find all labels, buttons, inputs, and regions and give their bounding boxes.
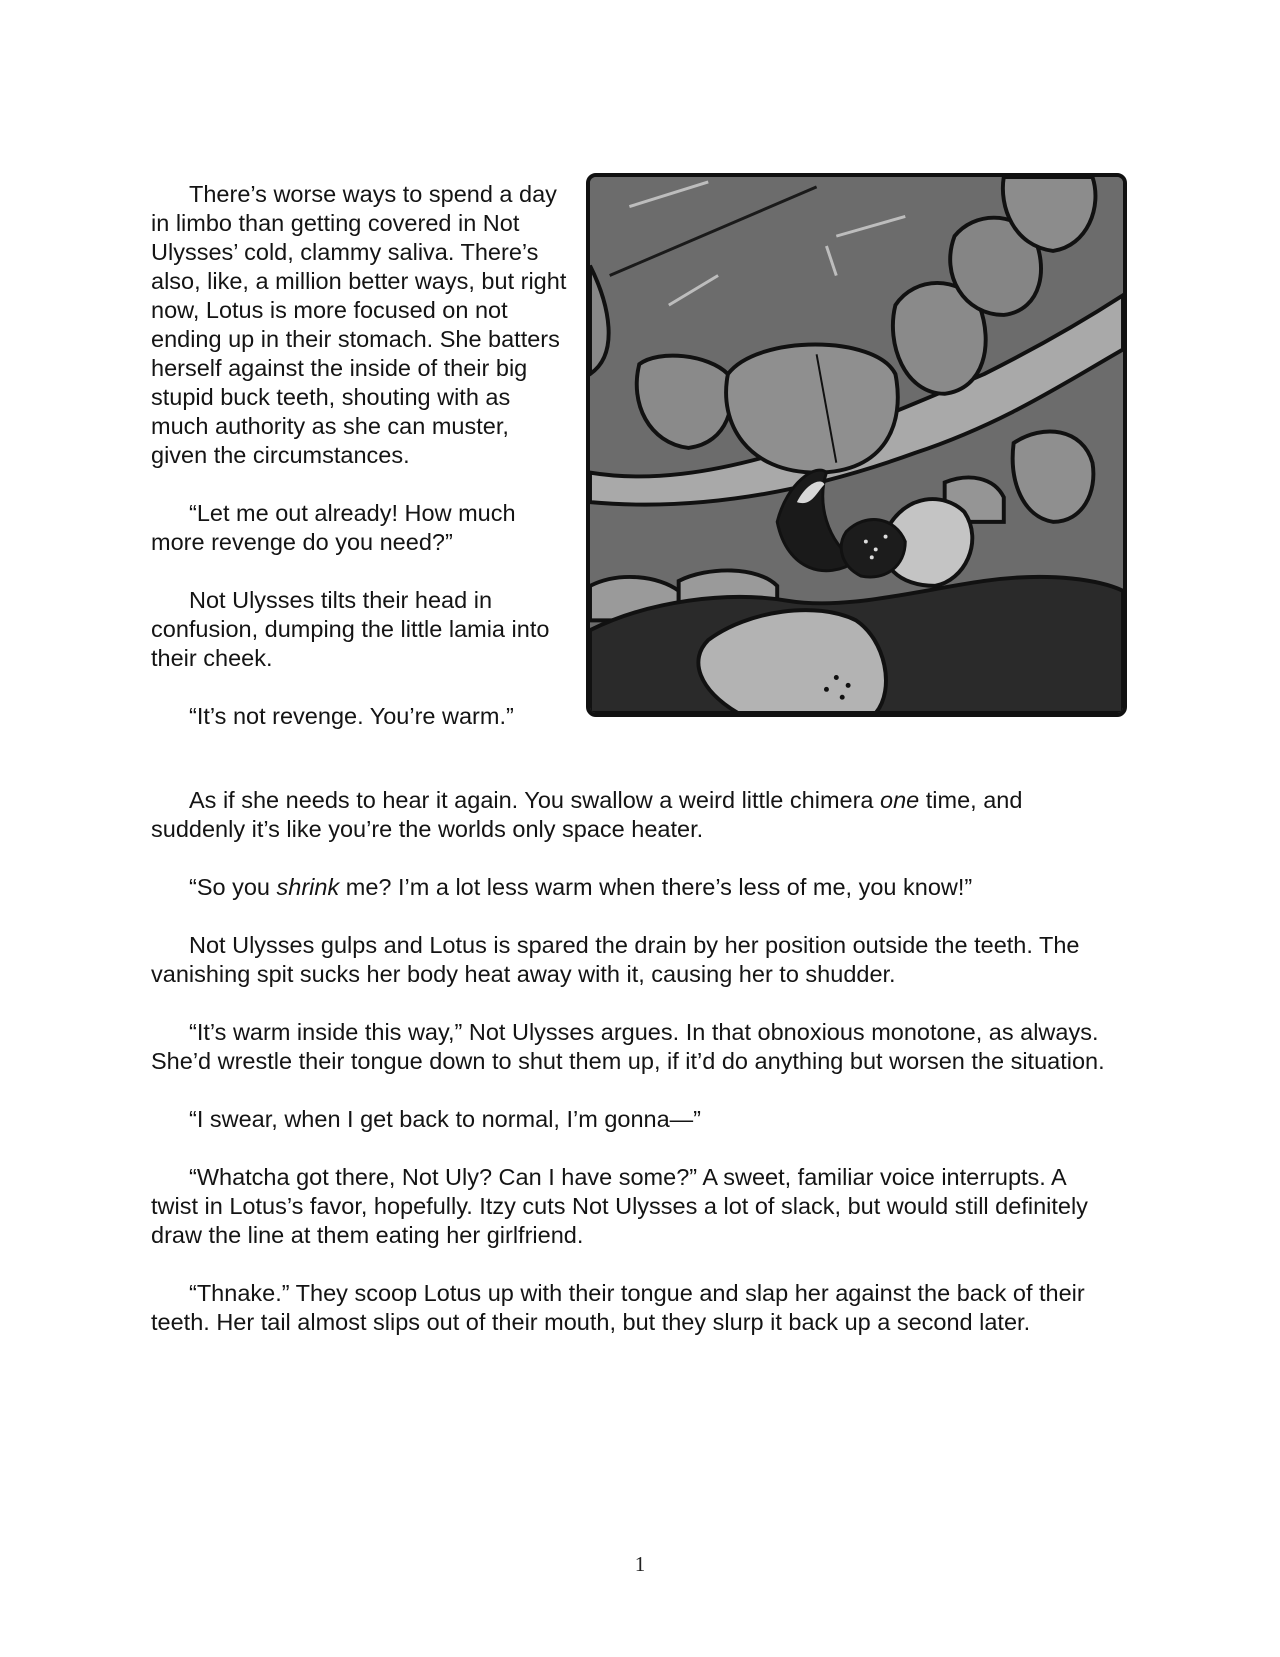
paragraph: “It’s not revenge. You’re warm.” <box>189 703 514 729</box>
paragraph <box>151 786 1111 844</box>
page-number: 1 <box>634 1552 646 1576</box>
paragraph-text: time, and suddenly it’s like you’re the worlds only space heater. <box>151 787 1023 842</box>
paragraph: There’s worse ways to spend a day in limbo than getting covered in Not Ulysses’ cold, clammy saliva. There’s also, like, a million better ways, but right now, Lotus is more focused on not ending up in their stomach. She batters herself against the inside of their big stupid buck teeth, shouting with as much authority as she can muster, given the circumstances. <box>151 181 567 468</box>
comic-panel-illustration <box>586 173 1127 717</box>
paragraph-text: As if she needs to hear it again. You swallow a weird little chimera <box>189 787 881 813</box>
mouth-interior-illustration <box>590 177 1123 713</box>
paragraph: “Whatcha got there, Not Uly? Can I have some?” A sweet, familiar voice interrupts. A twist in Lotus’s favor, hopefully. Itzy cuts Not Ulysses a lot of slack, but would still definitely draw the line at them eating her girlfriend. <box>151 1164 1088 1248</box>
emphasis-text: one <box>880 787 920 813</box>
bottom-text-column <box>151 786 1111 1366</box>
paragraph: Not Ulysses tilts their head in confusion, dumping the little lamia into their cheek. <box>151 587 550 671</box>
paragraph: Not Ulysses gulps and Lotus is spared the drain by her position outside the teeth. The vanishing spit sucks her body heat away with it, causing her to shudder. <box>151 932 1080 987</box>
paragraph <box>151 873 1111 902</box>
top-text-column <box>151 180 571 760</box>
paragraph: “I swear, when I get back to normal, I’m gonna—” <box>189 1106 702 1132</box>
paragraph: “It’s warm inside this way,” Not Ulysses argues. In that obnoxious monotone, as always. She’d wrestle their tongue down to shut them up, if it’d do anything but worsen the situation. <box>151 1019 1105 1074</box>
emphasis-text: shrink <box>276 874 340 900</box>
paragraph: “Thnake.” They scoop Lotus up with their tongue and slap her against the back of their teeth. Her tail almost slips out of their mouth, but they slurp it back up a second later. <box>151 1280 1085 1335</box>
paragraph-text: me? I’m a lot less warm when there’s less of me, you know!” <box>339 874 973 900</box>
paragraph: “Let me out already! How much more revenge do you need?” <box>151 500 516 555</box>
paragraph-text: “So you <box>189 874 277 900</box>
